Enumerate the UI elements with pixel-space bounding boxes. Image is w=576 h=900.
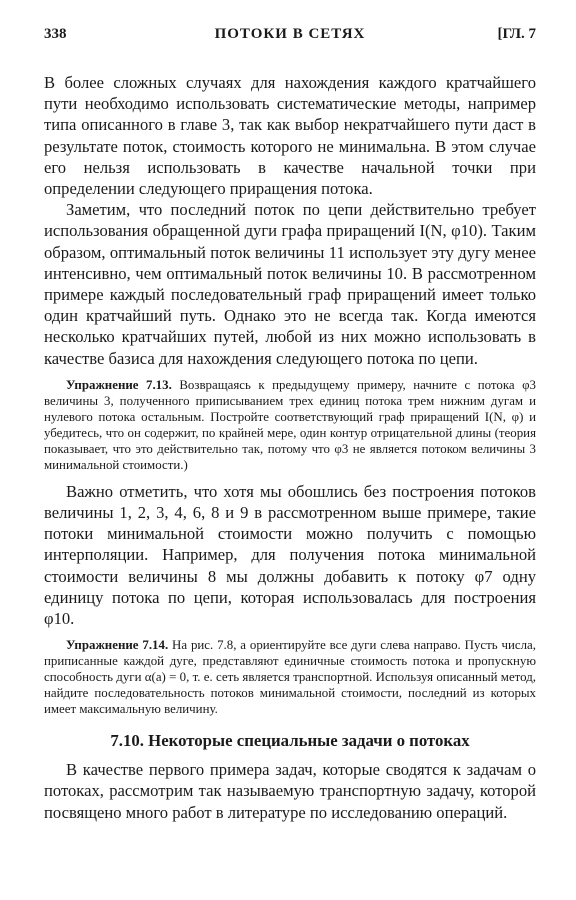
paragraph-interpolation: Важно отметить, что хотя мы обошлись без построения потоков величины 1, 2, 3, 4, 6, 8 и 9 в рассмотренном выше примере, такие потоки минимальной стоимости можно получить с помощью интерполяции. Например, для получения потока минимальной стоимости величины 8 мы должны добавить к потоку φ7 одну единицу потока по цепи, которая использовалась для построения φ10. — [44, 481, 536, 629]
paragraph-transport-problem: В качестве первого примера задач, которые сводятся к задачам о потоках, рассмотрим так называемую транспортную задачу, которой посвящено много работ в литературе по исследованию операций. — [44, 760, 536, 822]
exercise-7-14-title: Упражнение 7.14. — [66, 638, 169, 653]
exercise-7-13 — [44, 377, 536, 473]
section-heading: 7.10. Некоторые специальные задачи о потоках — [110, 731, 470, 751]
exercise-7-14-text: На рис. 7.8, а ориентируйте все дуги слева направо. Пусть числа, приписанные каждой дуге, представляют единичные стоимость потока и пропускную способность дуги α(a) = 0, т. е. сеть является транспортной. Используя описанный метод, найдите последовательность потоков минимальной стоимости, последний из которых имеет максимальную величину. — [44, 638, 536, 717]
chapter-marker: [ГЛ. 7 — [497, 26, 536, 42]
running-title: ПОТОКИ В СЕТЯХ — [214, 26, 366, 42]
exercise-7-13-text: Возвращаясь к предыдущему примеру, начните с потока φ3 величины 3, полученного приписыванием трех единиц потока трем нижним дугам и нулевого потока остальным. Постройте соответствующий граф приращений I(N, φ) и убедитесь, что он содержит, по крайней мере, один контур отрицательной длины (теория показывает, что это действительно так, потому что φ3 не является потоком величины 3 минимальной стоимости.) — [44, 377, 537, 472]
running-header — [44, 26, 536, 48]
exercise-7-14 — [44, 637, 536, 717]
exercise-7-13-title: Упражнение 7.13. — [66, 377, 172, 392]
paragraph-reverse-arc: Заметим, что последний поток по цепи действительно требует использования обращенной дуги графа приращений I(N, φ10). Таким образом, оптимальный поток величины 11 использует эту дугу менее интенсивно, чем оптимальный поток величины 10. В рассмотренном примере каждый последовательный граф приращений имеет только один кратчайший путь. Однако это не всегда так. Когда имеются несколько кратчайших путей, любой из них можно использовать в качестве базиса для нахождения следующего потока по цепи. — [44, 200, 536, 368]
book-page — [44, 26, 536, 823]
paragraph-complex-cases: В более сложных случаях для нахождения каждого кратчайшего пути необходимо использовать систематические методы, например типа описанного в главе 3, так как выбор некратчайшего пути даст в результате поток, стоимость которого не минимальна. В этом случае его нельзя использовать в качестве начальной точки при определении следующего приращения потока. — [44, 73, 536, 199]
page-number: 338 — [44, 26, 67, 42]
